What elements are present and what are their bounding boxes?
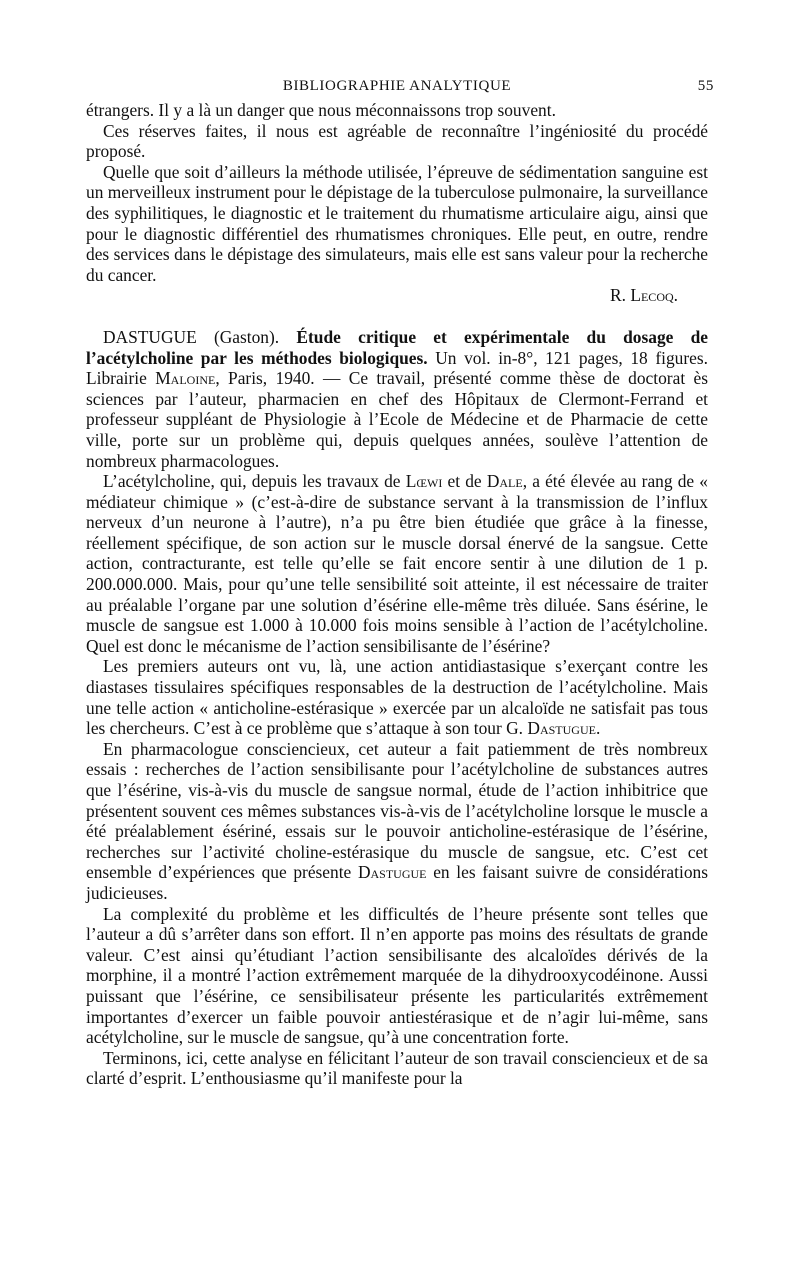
signature-initial: R. — [610, 285, 626, 306]
text-segment: En pharmacologue consciencieux, cet auteur a fait patiemment de très nombreux essais : recherches de l’action sensibilisante pour l’acétylcholine de substances autres que l’ésérine, vis-à-vis du muscle de sangsue normal, étude de l’action inhibitrice que présentent souvent ces mêmes substances vis-à-vis de l’acétylcholine lorsque le muscle a été préalablement ésériné, essais sur le pouvoir anticholine-estérasique de l’ésérine, recherches sur l’activité choline-estérasique du muscle de sangsue, etc. C’est cet ensemble d’expériences que présente — [86, 738, 708, 883]
paragraph: Ces réserves faites, il nous est agréable de reconnaître l’ingéniosité du procédé proposé. — [86, 120, 708, 162]
entry-title: Étude critique et expérimentale du dosage de l’acétylcholine par les méthodes biologiques. — [86, 326, 708, 368]
cited-author: Dale — [486, 471, 523, 492]
review-signature — [86, 285, 708, 306]
signature-name: Lecoq. — [630, 285, 678, 306]
running-head — [86, 78, 714, 100]
text-segment: Les premiers auteurs ont vu, là, une action antidiastasique s’exerçant contre les diastases tissulaires spécifiques responsables de la destruction de l’acétylcholine. Mais une telle action « anticholine-estérasique » exercée par un alcaloïde ne satisfait pas tous les chercheurs. C’est à ce problème que s’attaque à son tour G. — [86, 656, 708, 739]
bibliography-entry — [86, 327, 708, 1089]
paragraph: La complexité du problème et les difficultés de l’heure présente sont telles que l’auteur a dû s’arrêter dans son effort. Il n’en apporte pas moins des résultats de grande valeur. C’est ainsi qu’étudiant l’action sensibilisante des alcaloïdes dérivés de la morphine, il a montré l’action extrêmement marquée de la dihydrooxycodéinone. Aussi puissant que l’ésérine, ce sensibilisateur présente les particularités extrêmement importantes d’exercer un faible pouvoir antiestérasique et de n’agir lui-même, sans acétylcholine, sur le muscle de sangsue, qu’à une concentration forte. — [86, 903, 708, 1048]
previous-review — [86, 100, 708, 306]
text-segment: , a été élevée au rang de « médiateur chimique » (c’est-à-dire de substance servant à la transmission de l’influx nerveux d’un neurone à l’autre), n’a pu être bien étudiée que grâce à la finesse, réellement spécifique, de son action sur le muscle dorsal énervé de la sangsue. Cette action, contracturante, est telle qu’elle se fait encore sentir à une dilution de 1 p. 200.000.000. Mais, pour qu’une telle sensibilité soit atteinte, il est nécessaire de traiter au préalable l’organe par une solution d’ésérine elle-même très diluée. Sans ésérine, le muscle de sangsue est 1.000 à 10.000 fois moins sensible à l’action de l’acétylcholine. Quel est donc le mécanisme de l’action sensibilisante de l’ésérine? — [86, 471, 708, 656]
cited-author: Dastugue — [527, 718, 596, 739]
paragraph: étrangers. Il y a là un danger que nous méconnaissons trop souvent. — [86, 100, 556, 120]
entry-paragraph — [86, 327, 708, 471]
publisher-name: Maloine — [155, 368, 216, 389]
entry-author: DASTUGUE (Gaston). — [103, 326, 280, 347]
paragraph — [86, 471, 708, 656]
cited-author: Lœwi — [405, 471, 443, 492]
paragraph: Terminons, ici, cette analyse en félicitant l’auteur de son travail consciencieux et de sa clarté d’esprit. L’enthousiasme qu’il manifeste pour la — [86, 1047, 708, 1089]
text-segment: en les faisant suivre de considérations judicieuses. — [86, 862, 708, 903]
cited-author: Dastugue — [357, 862, 427, 883]
text-segment: . — [595, 718, 601, 739]
running-title: BIBLIOGRAPHIE ANALYTIQUE — [282, 78, 512, 94]
paragraph — [86, 739, 708, 904]
entry-details: Un vol. in-8°, 121 pages, 18 figures. Librairie — [86, 347, 708, 389]
entry-summary: , Paris, 1940. — Ce travail, présenté comme thèse de doctorat ès sciences par l’auteur, pharmacien en chef des Hôpitaux de Clermont-Ferrand et professeur suppléant de Physiologie à l’Ecole de Médecine et de Pharmacie de cette ville, porte sur un problème qui, depuis quelques années, soulève l’attention de nombreux pharmacologues. — [86, 368, 708, 471]
text-segment: L’acétylcholine, qui, depuis les travaux de — [103, 471, 401, 492]
paragraph — [86, 656, 708, 738]
text-segment: et de — [447, 471, 482, 492]
paragraph: Quelle que soit d’ailleurs la méthode utilisée, l’épreuve de sédimentation sanguine est un merveilleux instrument pour le dépistage de la tuberculose pulmonaire, la surveillance des syphilitiques, le diagnostic et le traitement du rhumatisme articulaire aigu, ainsi que pour le diagnostic différentiel des rhumatismes chroniques. Elle peut, en outre, rendre des services dans le dépistage des simulateurs, mais elle est sans valeur pour la recherche du cancer. — [86, 161, 708, 285]
page-number: 55 — [697, 78, 714, 94]
